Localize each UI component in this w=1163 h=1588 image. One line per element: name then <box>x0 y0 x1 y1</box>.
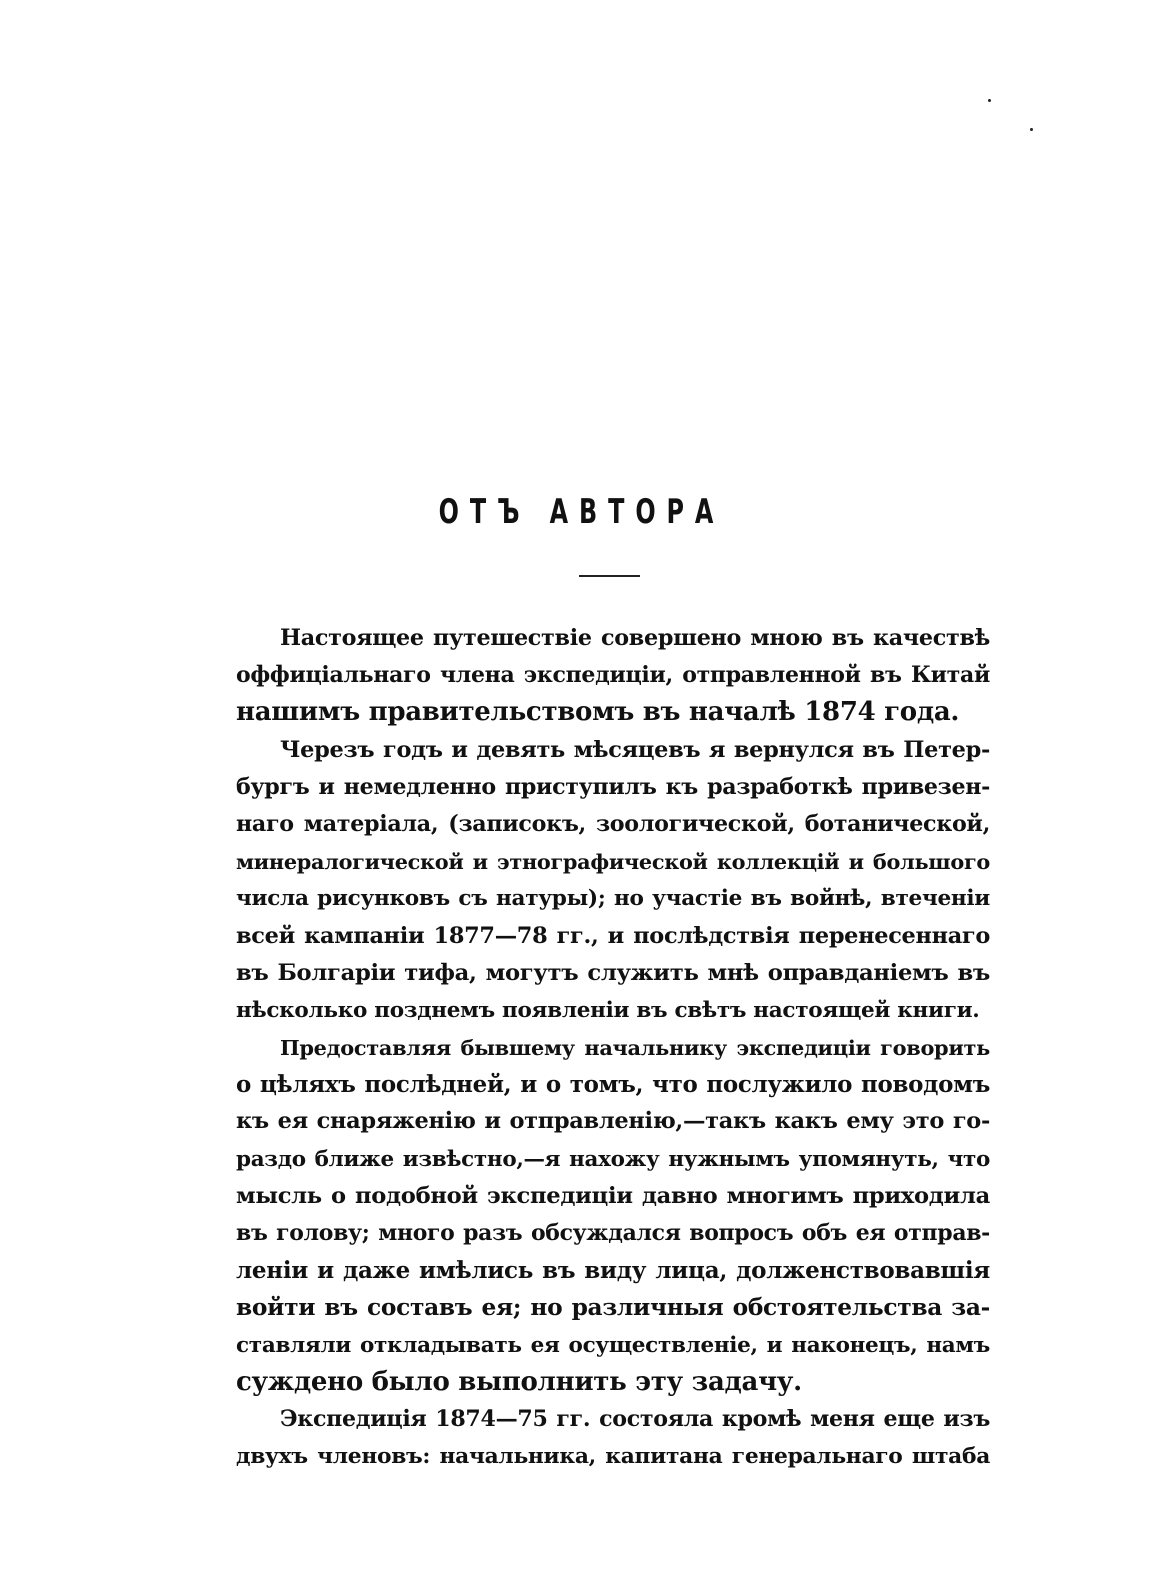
text-line: раздо ближе извѣстно,—я нахожу нужнымъ упомянуть, что <box>236 1146 990 1172</box>
text-line: ставляли откладывать ея осуществленіе, и наконецъ, намъ <box>236 1332 990 1358</box>
text-line: двухъ членовъ: начальника, капитана генеральнаго штаба <box>236 1444 990 1470</box>
body-text <box>236 620 990 1475</box>
text-line: леніи и даже имѣлись въ виду лица, долженствовавшія <box>236 1257 990 1285</box>
text-line: нѣсколько позднемъ появленіи въ свѣтъ настоящей книги. <box>236 997 980 1023</box>
text-line: Экспедиція 1874—75 гг. состояла кромѣ меня еще изъ <box>280 1405 990 1432</box>
text-line: Черезъ годъ и девять мѣсяцевъ я вернулся въ Петер- <box>280 736 990 763</box>
print-speck <box>988 99 991 102</box>
text-line: въ голову; много разъ обсуждался вопросъ объ ея отправ- <box>236 1220 990 1246</box>
title-divider <box>579 575 640 577</box>
text-line: въ Болгаріи тифа, могутъ служить мнѣ оправданіемъ въ <box>236 959 990 986</box>
text-line: бургъ и немедленно приступилъ къ разработкѣ привезен- <box>236 773 990 800</box>
text-line: числа рисунковъ съ натуры); но участіе въ войнѣ, втеченіи <box>236 886 990 912</box>
text-line: Настоящее путешествіе совершено мною въ качествѣ <box>280 625 990 651</box>
text-line: нашимъ правительствомъ въ началѣ 1874 года. <box>236 697 960 728</box>
page-title: ОТЪ АВТОРА <box>438 492 725 532</box>
text-line: наго матеріала, (записокъ, зоологической, ботанической, <box>236 810 990 837</box>
text-line: войти въ составъ ея; но различныя обстоятельства за- <box>236 1294 990 1322</box>
text-line: всей кампаніи 1877—78 гг., и послѣдствія перенесеннаго <box>236 922 990 949</box>
text-line: Предоставляя бывшему начальнику экспедиціи говорить <box>280 1035 990 1061</box>
text-line: оффиціальнаго члена экспедиціи, отправленной въ Китай <box>236 662 990 689</box>
print-speck <box>1030 128 1033 131</box>
text-line: о цѣляхъ послѣдней, и о томъ, что послужило поводомъ <box>236 1071 990 1099</box>
text-line: минералогической и этнографической коллекцій и большого <box>236 849 990 875</box>
text-line: мысль о подобной экспедиціи давно многимъ приходила <box>236 1182 990 1209</box>
text-line: къ ея снаряженію и отправленію,—такъ какъ ему это го- <box>236 1108 990 1135</box>
text-line: суждено было выполнить эту задачу. <box>236 1366 802 1397</box>
